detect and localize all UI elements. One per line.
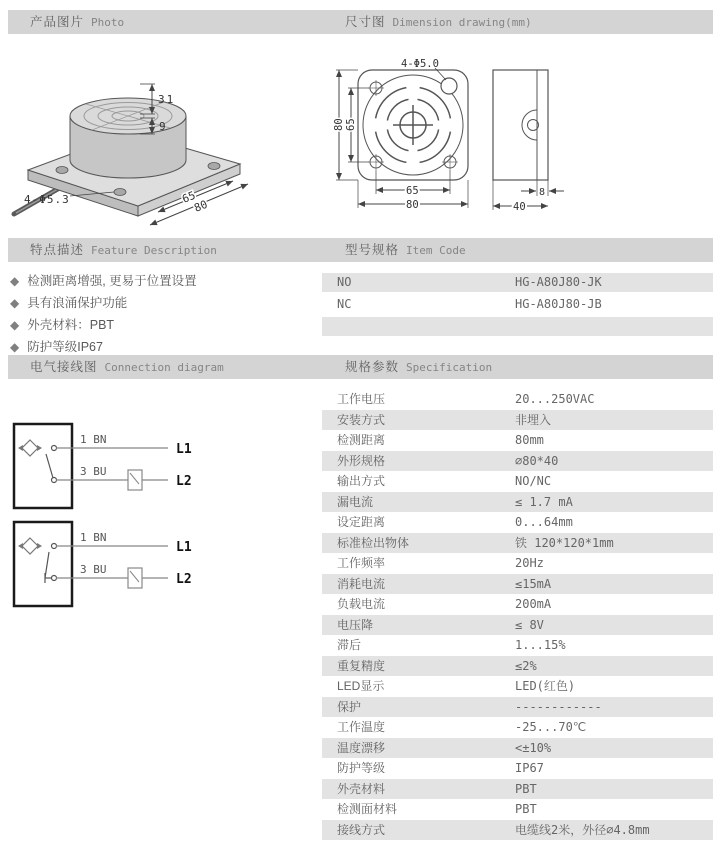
spec-label: 设定距离 — [337, 515, 386, 529]
spec-value: 200mA — [515, 597, 552, 611]
spec-value: <±10% — [515, 740, 552, 755]
spec-value: 20Hz — [515, 556, 544, 570]
spec-label: 接线方式 — [337, 822, 386, 837]
front-height-inner: 65 — [345, 118, 357, 131]
spec-row — [322, 430, 713, 451]
spec-label: 工作电压 — [337, 392, 386, 406]
switch-contact-no — [46, 454, 53, 478]
dim-body-height: 31 — [158, 93, 176, 106]
spec-label: 漏电流 — [337, 494, 374, 509]
contact-terminal — [52, 576, 57, 581]
spec-row — [322, 738, 713, 759]
corner-hole-callout — [441, 78, 457, 94]
spec-value: PBT — [515, 802, 537, 816]
spec-title-en: Specification — [406, 361, 493, 374]
spec-value: IP67 — [515, 761, 544, 775]
section-title-features — [30, 238, 217, 262]
mount-hole — [56, 167, 68, 174]
header-bar-connection-spec — [8, 355, 713, 379]
spec-row — [322, 410, 713, 431]
feature-text: 具有浪涌保护功能 — [27, 296, 128, 310]
line-label-l2: L2 — [176, 572, 192, 587]
spec-row — [322, 471, 713, 492]
spec-label: 检测面材料 — [337, 802, 398, 816]
spec-row — [322, 492, 713, 513]
diamond-bullet-icon: ◆ — [10, 340, 20, 354]
spec-label: 电压降 — [337, 617, 374, 632]
spec-row — [322, 615, 713, 636]
section-title-spec — [345, 355, 492, 379]
spec-label: 检测距离 — [337, 433, 386, 447]
diamond-bullet-icon: ◆ — [10, 296, 20, 310]
spec-value: ≤ 8V — [515, 617, 544, 632]
photo-title-en: Photo — [91, 16, 125, 29]
spec-row — [322, 697, 713, 718]
spec-row — [322, 512, 713, 533]
itemcode-title-zh: 型号规格 — [345, 243, 400, 257]
contact-terminal — [52, 478, 57, 483]
spec-label: 负载电流 — [337, 597, 386, 611]
sensor-symbol — [22, 440, 38, 456]
features-title-zh: 特点描述 — [30, 243, 85, 257]
dim-holes-label: 4-Φ5.3 — [24, 193, 70, 206]
spec-row — [322, 553, 713, 574]
spec-label: 输出方式 — [337, 474, 386, 488]
spec-row — [322, 656, 713, 677]
spec-row — [322, 533, 713, 554]
spec-value: 铁 120*120*1mm — [515, 535, 614, 550]
dim-outer-width: 80 — [192, 197, 210, 215]
section-title-photo — [30, 10, 124, 34]
dim-flange-height: 9 — [159, 120, 166, 133]
section-title-connection — [30, 355, 224, 379]
spec-label: 保护 — [337, 699, 362, 714]
spec-label: 外形规格 — [337, 453, 386, 468]
sensor-box — [14, 424, 72, 508]
spec-value: PBT — [515, 781, 537, 796]
spec-row — [322, 717, 713, 738]
spec-row — [322, 799, 713, 820]
contact-terminal — [52, 544, 57, 549]
connection-diagram-nc — [10, 516, 310, 612]
spec-label: 消耗电流 — [337, 576, 386, 591]
wire-label-bn: 1 BN — [80, 433, 107, 446]
spec-value: 非埋入 — [515, 412, 552, 427]
dimension-title-en: Dimension drawing(mm) — [392, 16, 532, 29]
item-code-value: HG-A80J80-JK — [515, 275, 602, 289]
line-label-l1: L1 — [176, 442, 192, 457]
item-code-row — [322, 317, 713, 336]
front-width-outer: 80 — [406, 199, 419, 211]
spec-value: ≤15mA — [515, 576, 552, 591]
spec-value: NO/NC — [515, 474, 552, 488]
spec-row — [322, 820, 713, 841]
spec-label: 防护等级 — [337, 761, 386, 775]
header-bar-photo-dimension — [8, 10, 713, 34]
spec-row — [322, 594, 713, 615]
item-code-row — [322, 273, 713, 292]
sensor-symbol — [22, 538, 38, 554]
front-width-inner: 65 — [406, 185, 419, 197]
sensor-symbol-arrow — [18, 445, 23, 451]
spec-label: 外壳材料 — [337, 781, 386, 796]
spec-value: 电缆线2米，外径∅4.8mm — [515, 822, 650, 837]
item-code-type — [322, 317, 515, 336]
feature-item — [10, 314, 320, 336]
connection-title-en: Connection diagram — [104, 361, 224, 374]
spec-row — [322, 758, 713, 779]
spec-row — [322, 635, 713, 656]
front-holes-label: 4-Φ5.0 — [401, 58, 439, 70]
feature-list — [10, 270, 320, 358]
section-title-itemcode — [345, 238, 466, 262]
wire-label-bu: 3 BU — [80, 563, 107, 576]
side-view-body — [493, 70, 548, 180]
spec-label: 温度漂移 — [337, 740, 386, 755]
spec-label: 工作频率 — [337, 556, 386, 570]
product-photo-drawing — [8, 66, 328, 226]
item-code-value: HG-A80J80-JB — [515, 297, 602, 311]
spec-value: ≤ 1.7 mA — [515, 494, 573, 509]
feature-item — [10, 270, 320, 292]
spec-value: 20...250VAC — [515, 392, 595, 406]
spec-value: ------------ — [515, 699, 602, 714]
photo-title-zh: 产品图片 — [30, 15, 85, 29]
spec-row — [322, 779, 713, 800]
spec-value: 0...64mm — [515, 515, 573, 529]
spec-label: 安装方式 — [337, 412, 386, 427]
diamond-bullet-icon: ◆ — [10, 274, 20, 288]
feature-text: 检测距离增强, 更易于位置设置 — [27, 274, 197, 288]
item-code-type: NO — [337, 275, 352, 289]
side-flange-dim: 8 — [539, 187, 546, 198]
spec-value: 1...15% — [515, 638, 566, 652]
section-title-dimension — [345, 10, 532, 34]
spec-label: 标准检出物体 — [337, 535, 410, 550]
spec-value: ≤2% — [515, 658, 537, 673]
contact-terminal — [52, 446, 57, 451]
spec-value: -25...70℃ — [515, 720, 587, 734]
switch-contact-nc — [45, 552, 49, 578]
spec-value: ∅80*40 — [515, 453, 559, 468]
feature-text: 外壳材料：PBT — [27, 318, 115, 332]
spec-title-zh: 规格参数 — [345, 360, 400, 374]
line-label-l2: L2 — [176, 474, 192, 489]
features-title-en: Feature Description — [91, 244, 217, 257]
spec-row — [322, 389, 713, 410]
spec-row — [322, 574, 713, 595]
spec-row — [322, 451, 713, 472]
feature-text: 防护等级IP67 — [27, 340, 103, 354]
wire-label-bu: 3 BU — [80, 465, 107, 478]
spec-value: LED(红色) — [515, 679, 576, 693]
dimension-drawing — [333, 58, 678, 220]
spec-label: 重复精度 — [337, 658, 386, 673]
wire-label-bn: 1 BN — [80, 531, 107, 544]
front-height-outer: 80 — [333, 118, 345, 131]
spec-label: 工作温度 — [337, 720, 386, 734]
sensor-symbol-arrow — [37, 543, 42, 549]
connection-title-zh: 电气接线图 — [30, 360, 98, 374]
spec-row — [322, 676, 713, 697]
sensor-symbol-arrow — [37, 445, 42, 451]
feature-item — [10, 292, 320, 314]
dim-inner-width: 65 — [180, 188, 198, 206]
spec-label: 滞后 — [337, 638, 362, 652]
specification-table — [322, 389, 713, 840]
dimension-title-zh: 尺寸图 — [345, 15, 386, 29]
connection-diagram-no — [10, 418, 310, 514]
line-label-l1: L1 — [176, 540, 192, 555]
item-code-type: NC — [337, 297, 352, 311]
itemcode-title-en: Item Code — [406, 244, 466, 257]
diamond-bullet-icon: ◆ — [10, 318, 20, 332]
mount-hole — [114, 189, 126, 196]
mount-hole — [208, 163, 220, 170]
sensor-symbol-arrow — [18, 543, 23, 549]
item-code-row — [322, 295, 713, 314]
spec-value: 80mm — [515, 433, 544, 447]
item-code-table — [322, 273, 713, 339]
spec-label: LED显示 — [337, 679, 385, 693]
header-bar-feature-itemcode — [8, 238, 713, 262]
sensor-box — [14, 522, 72, 606]
side-depth-dim: 40 — [513, 201, 526, 213]
